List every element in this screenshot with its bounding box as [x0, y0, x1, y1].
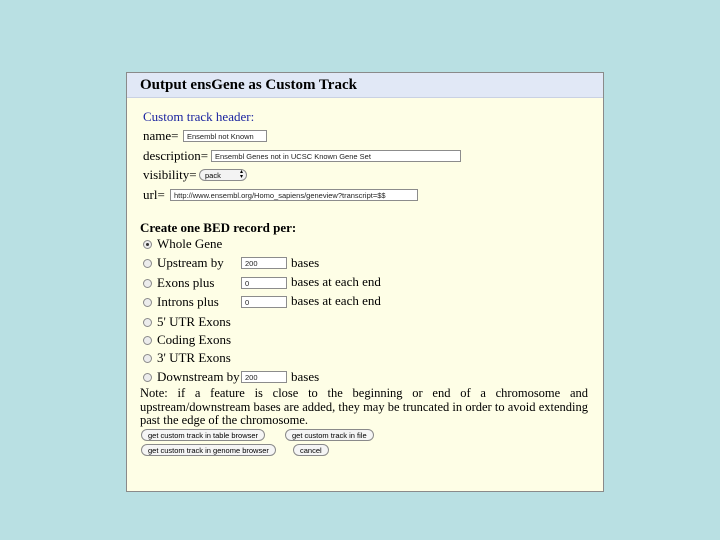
downstream-bases-suffix: bases [291, 369, 320, 384]
option-label-downstream: Downstream by [157, 369, 240, 384]
option-label-whole-gene: Whole Gene [157, 236, 223, 251]
introns-plus-suffix: bases at each end [291, 293, 381, 308]
radio-introns-plus[interactable] [143, 298, 152, 307]
radio-whole-gene[interactable] [143, 240, 152, 249]
radio-exons-plus[interactable] [143, 279, 152, 288]
description-field[interactable]: Ensembl Genes not in UCSC Known Gene Set [211, 150, 461, 162]
custom-track-panel [126, 72, 604, 492]
option-label-exons-plus: Exons plus [157, 275, 215, 290]
exons-plus-input[interactable]: 0 [241, 277, 287, 289]
upstream-bases-input[interactable]: 200 [241, 257, 287, 269]
name-field[interactable]: Ensembl not Known [183, 130, 267, 142]
radio-3-utr-exons[interactable] [143, 354, 152, 363]
option-label-coding-exons: Coding Exons [157, 332, 232, 347]
bed-record-heading: Create one BED record per: [140, 220, 297, 235]
exons-plus-suffix: bases at each end [291, 274, 381, 289]
url-label: url= [143, 187, 165, 202]
option-label-5-utr-exons: 5' UTR Exons [157, 314, 231, 329]
get-track-genome-browser-button[interactable]: get custom track in genome browser [141, 444, 276, 456]
option-label-upstream: Upstream by [157, 255, 224, 270]
radio-downstream[interactable] [143, 373, 152, 382]
get-track-file-button[interactable]: get custom track in file [285, 429, 374, 441]
radio-5-utr-exons[interactable] [143, 318, 152, 327]
url-field[interactable]: http://www.ensembl.org/Homo_sapiens/geneview?transcript=$$ [170, 189, 418, 201]
select-arrows-icon: ▴ ▾ [239, 169, 243, 180]
upstream-bases-suffix: bases [291, 255, 320, 270]
visibility-value: pack [205, 171, 221, 180]
page-title: Output ensGene as Custom Track [140, 77, 357, 93]
name-label: name= [143, 128, 179, 143]
truncation-note: Note: if a feature is close to the beginning or end of a chromosome and upstream/downstream bases are added, they may be truncated in order to avoid extending past the edge of the chromosome. [140, 386, 588, 427]
custom-track-header-heading: Custom track header: [143, 109, 255, 124]
cancel-button[interactable]: cancel [293, 444, 329, 456]
description-label: description= [143, 148, 209, 163]
radio-upstream[interactable] [143, 259, 152, 268]
option-label-3-utr-exons: 3' UTR Exons [157, 350, 231, 365]
radio-coding-exons[interactable] [143, 336, 152, 345]
get-track-table-browser-button[interactable]: get custom track in table browser [141, 429, 265, 441]
option-label-introns-plus: Introns plus [157, 294, 219, 309]
visibility-label: visibility= [143, 167, 197, 182]
visibility-select[interactable] [199, 169, 247, 181]
title-bar [127, 73, 603, 98]
introns-plus-input[interactable]: 0 [241, 296, 287, 308]
downstream-bases-input[interactable]: 200 [241, 371, 287, 383]
